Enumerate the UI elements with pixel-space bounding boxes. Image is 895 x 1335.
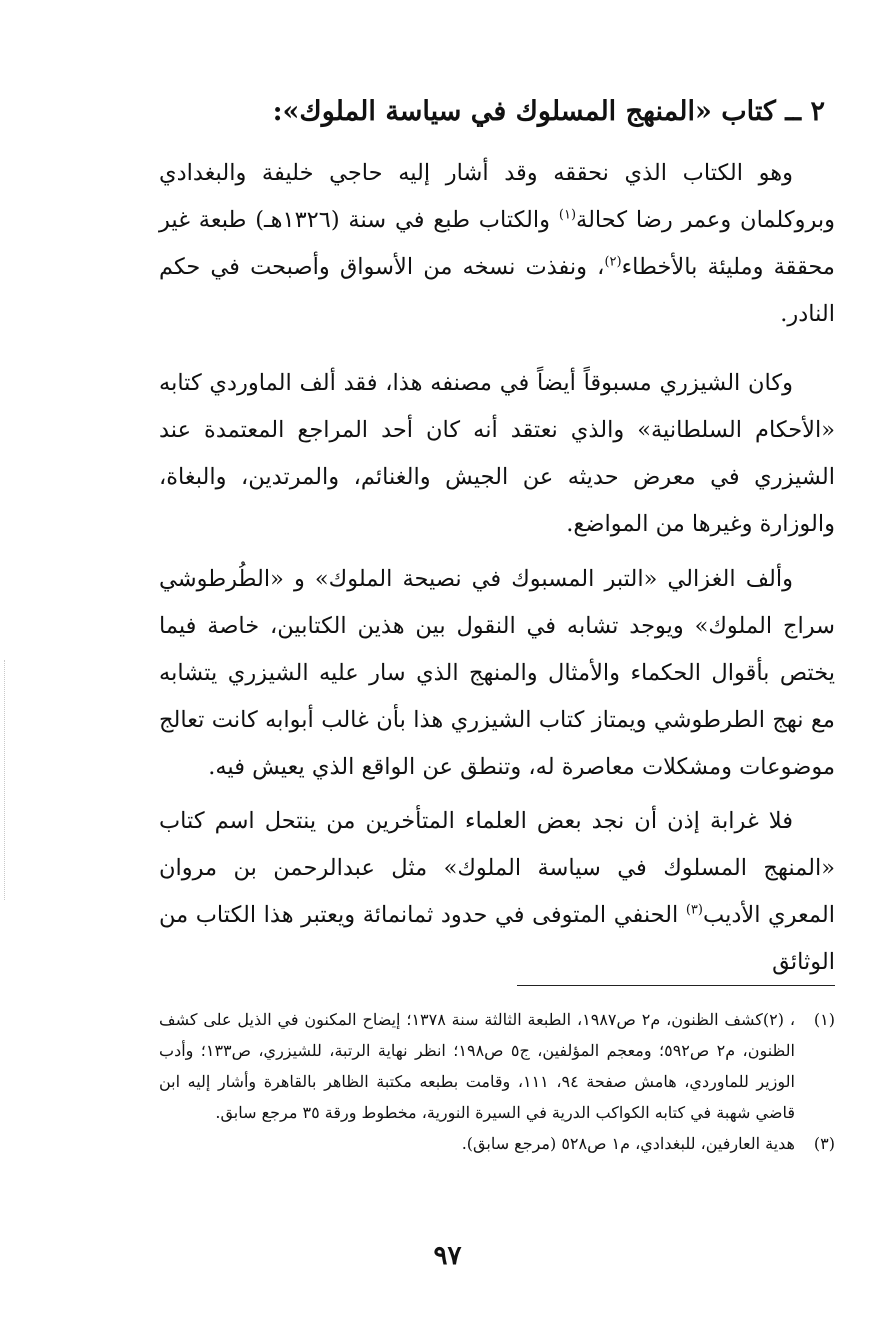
footnote-item xyxy=(159,1004,835,1128)
paragraph-4-text-b: الحنفي المتوفى في حدود ثمانمائة ويعتبر هذا الكتاب من الوثائق xyxy=(159,902,835,975)
footnote-divider xyxy=(517,985,835,986)
paragraph-1 xyxy=(159,150,835,338)
paragraph-1-text-c: ، ونفذت نسخه من الأسواق وأصبحت في حكم النادر. xyxy=(159,254,835,327)
footnote-ref-2[interactable]: (٢) xyxy=(604,254,622,270)
paragraph-3-text: وألف الغزالي «التبر المسبوك في نصيحة الملوك» و «الطُرطوشي سراج الملوك» ويوجد تشابه في النقول بين هذين الكتابين، خاصة فيما يختص بأقوال الحكماء والأمثال والمنهج الذي سار عليه الشيزري يتشابه مع نهج الطرطوشي ويمتاز كتاب الشيزري هذا بأن غالب أبوابه كانت تعالج موضوعات ومشكلات معاصرة له، وتنطق عن الواقع الذي يعيش فيه. xyxy=(159,566,835,780)
paragraph-1-text-b: والكتاب طبع في سنة (١٣٢٦هـ) طبعة غير محققة ومليئة بالأخطاء xyxy=(159,207,835,280)
footnote-ref-3[interactable]: (٣) xyxy=(685,902,703,918)
footnotes-section xyxy=(159,1004,835,1159)
paragraph-2-text: وكان الشيزري مسبوقاً أيضاً في مصنفه هذا، فقد ألف الماوردي كتابه «الأحكام السلطانية» والذي نعتقد أنه كان أحد المراجع المعتمدة عند الشيزري في معرض حديثه عن الجيش والغنائم، والمرتدين، والبغاة، والوزارة وغيرها من المواضع. xyxy=(159,370,835,537)
scan-margin-marks xyxy=(4,660,11,900)
footnote-number: (١) xyxy=(813,1010,835,1029)
paragraph-2 xyxy=(159,360,835,548)
footnote-item xyxy=(159,1128,835,1159)
paragraph-1-text-a: وهو الكتاب الذي نحققه وقد أشار إليه حاجي خليفة والبغدادي وبروكلمان وعمر رضا كحالة xyxy=(159,160,836,233)
paragraph-4-text-a: فلا غرابة إذن أن نجد بعض العلماء المتأخرين من ينتحل اسم كتاب «المنهج المسلوك في سياسة الملوك» مثل عبدالرحمن بن مروان المعري الأديب xyxy=(159,808,836,928)
footnote-text: ، (٢)كشف الظنون، م٢ ص١٩٨٧، الطبعة الثالثة سنة ١٣٧٨؛ إيضاح المكنون في الذيل على كشف الظنون، م٢ ص٥٩٢؛ ومعجم المؤلفين، ج٥ ص١٩٨؛ انظر نهاية الرتبة، للشيزري، ص١٣٣؛ وأدب الوزير للماوردي، هامش صفحة ٩٤، ١١١، وقامت بطبعه مكتبة الظاهر بالقاهرة وأشار إليه ابن قاضي شهبة في كتابه الكواكب الدرية في السيرة النورية، مخطوط ورقة ٣٥ مرجع سابق. xyxy=(159,1010,795,1122)
footnote-text: هدية العارفين، للبغدادي، م١ ص٥٢٨ (مرجع سابق). xyxy=(461,1134,795,1153)
footnote-number: (٣) xyxy=(813,1134,835,1153)
page-number: ٩٧ xyxy=(433,1241,462,1271)
paragraph-3 xyxy=(159,556,835,791)
footnote-ref-1[interactable]: (١) xyxy=(558,207,577,223)
section-heading: ٢ ــ كتاب «المنهج المسلوك في سياسة الملوك»: xyxy=(272,96,825,127)
paragraph-4 xyxy=(159,798,835,986)
